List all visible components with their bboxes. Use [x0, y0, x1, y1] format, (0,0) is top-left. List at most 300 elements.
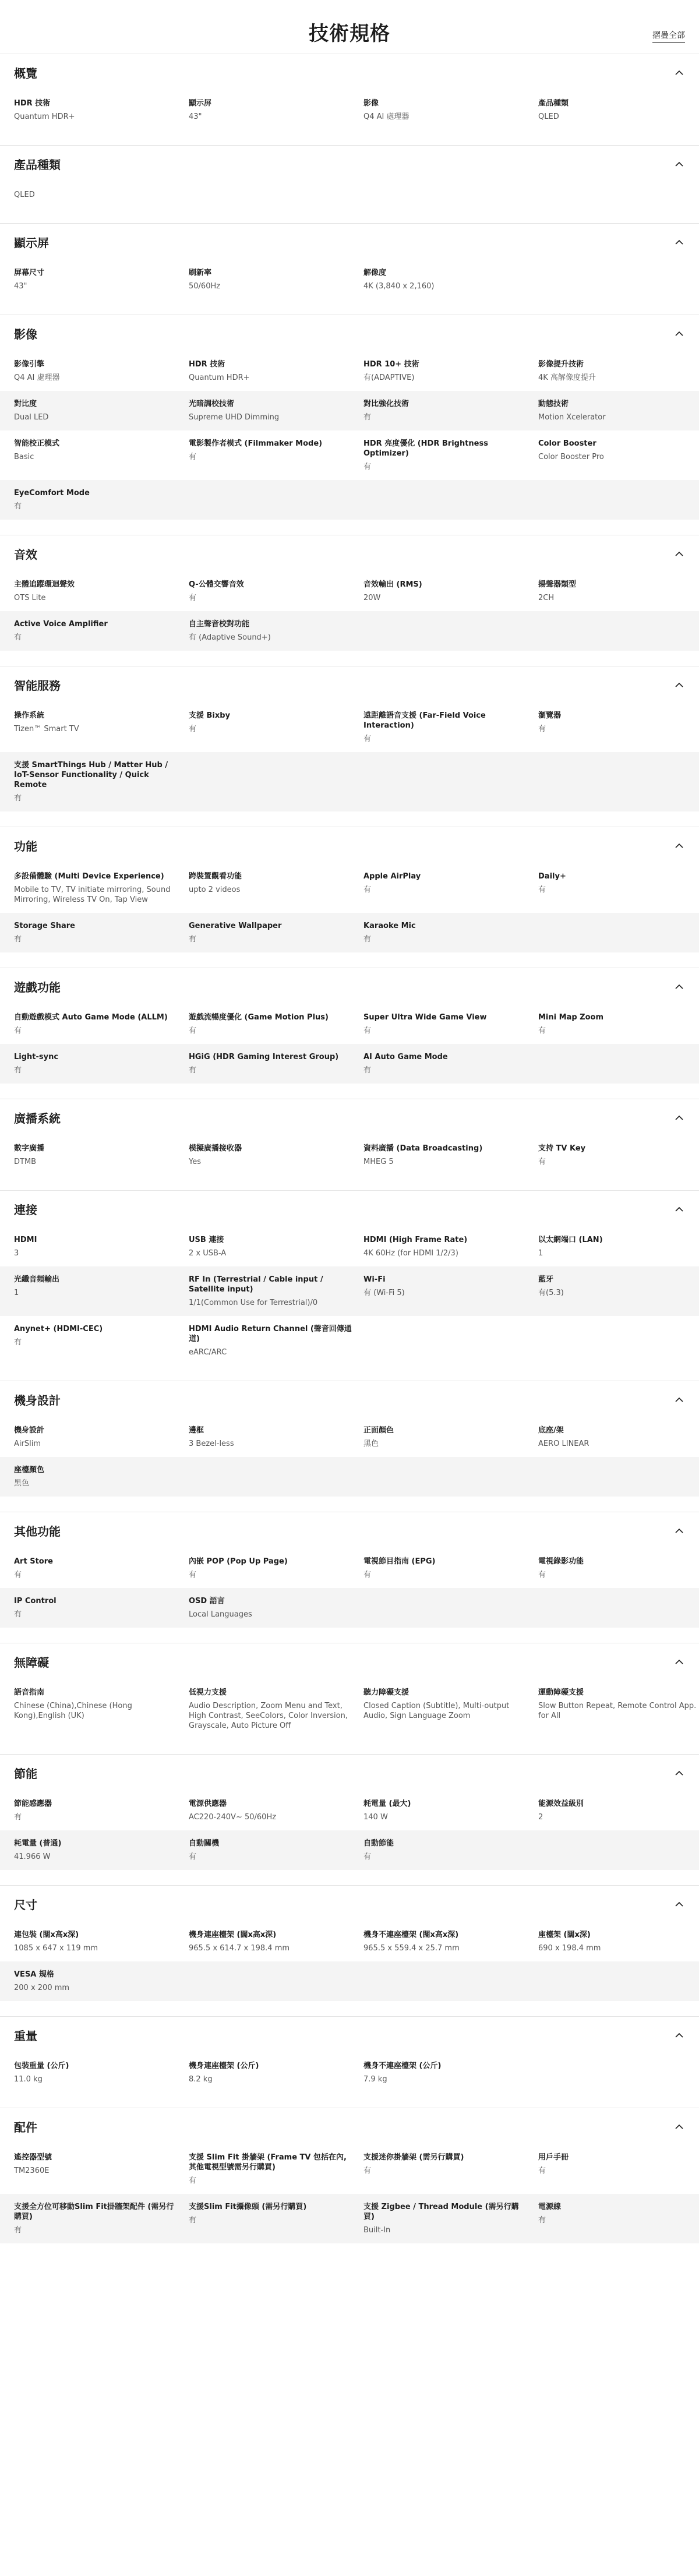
section-rows: [14, 90, 685, 145]
spec-item: [14, 1970, 189, 1993]
spec-item: [14, 2202, 189, 2235]
spec-value: 1: [14, 1289, 19, 1297]
spec-value: 4K 高解像度提升: [538, 373, 596, 382]
chevron-up-icon[interactable]: [675, 2122, 684, 2131]
spec-item: [189, 1324, 363, 1357]
spec-sections: [0, 54, 699, 2259]
spec-row: [14, 1135, 685, 1175]
spec-value: 有: [363, 463, 372, 471]
spec-row: [14, 182, 685, 208]
spec-item: [189, 98, 363, 122]
spec-label: Storage Share: [14, 922, 75, 930]
section-rows: [14, 1004, 685, 1099]
spec-row: [14, 1679, 697, 1739]
spec-value: 有: [14, 1610, 22, 1619]
chevron-up-icon[interactable]: [675, 549, 684, 558]
spec-item: [538, 1275, 699, 1308]
spec-label: 解像度: [363, 269, 387, 277]
spec-label: 揚聲器類型: [538, 580, 577, 589]
spec-item: [363, 711, 538, 744]
spec-label: 自動關機: [189, 1839, 220, 1848]
spec-section: [0, 1512, 699, 1643]
spec-value: Built-In: [363, 2226, 391, 2235]
spec-item: [189, 2152, 363, 2186]
section-title: 其他功能: [14, 1524, 61, 1538]
spec-label: AI Auto Game Mode: [363, 1053, 448, 1061]
spec-item: [14, 1324, 189, 1357]
spec-label: IP Control: [14, 1597, 57, 1605]
spec-item: [189, 711, 363, 744]
section-title: 連接: [14, 1202, 37, 1217]
section-header[interactable]: [14, 666, 685, 703]
spec-label: 刷新率: [189, 269, 212, 277]
spec-value: 有: [189, 453, 197, 461]
spec-label: 模擬廣播接收器: [189, 1144, 242, 1153]
spec-item: [538, 2152, 699, 2186]
spec-value: 有: [538, 1026, 546, 1035]
spec-label: 影像提升技術: [538, 360, 584, 369]
spec-section: [0, 535, 699, 666]
section-rows: [14, 1417, 685, 1512]
chevron-up-icon[interactable]: [675, 1204, 684, 1213]
chevron-up-icon[interactable]: [675, 1113, 684, 1122]
spec-row: [14, 1004, 685, 1044]
spec-value: 有: [363, 1571, 372, 1579]
spec-label: Anynet+ (HDMI-CEC): [14, 1325, 103, 1333]
spec-value: AERO LINEAR: [538, 1439, 589, 1448]
spec-label: 能源效益級別: [538, 1799, 584, 1808]
spec-label: 產品種類: [538, 99, 569, 108]
spec-item: [189, 1275, 363, 1308]
spec-item: [363, 1425, 538, 1449]
section-rows: [14, 260, 685, 315]
spec-value: 11.0 kg: [14, 2075, 43, 2084]
spec-item: [14, 1465, 189, 1488]
section-rows: [14, 571, 685, 666]
spec-row: [14, 1548, 685, 1588]
spec-value: 有: [14, 794, 22, 803]
spec-value: AC220-240V~ 50/60Hz: [189, 1813, 277, 1822]
section-header[interactable]: [14, 1755, 685, 1791]
spec-item: [189, 1557, 363, 1580]
spec-label: USB 連接: [189, 1236, 224, 1244]
section-header[interactable]: [14, 2108, 685, 2144]
spec-label: Super Ultra Wide Game View: [363, 1013, 487, 1022]
spec-section: [0, 1885, 699, 2016]
spec-value: Mobile to TV, TV initiate mirroring, Sound Mirroring, Wireless TV On, Tap View: [14, 885, 171, 904]
spec-row: [14, 1791, 685, 1830]
spec-value: 有: [363, 885, 372, 894]
spec-label: Generative Wallpaper: [189, 922, 282, 930]
section-title: 節能: [14, 1766, 37, 1781]
spec-item: [538, 439, 699, 472]
section-header[interactable]: [14, 1643, 685, 1679]
spec-row: [0, 1588, 699, 1628]
spec-section: [0, 54, 699, 145]
spec-item: [189, 921, 363, 944]
spec-label: HDR 技術: [189, 360, 225, 369]
section-title: 概覽: [14, 66, 37, 80]
spec-label: 電視錄影功能: [538, 1557, 584, 1566]
spec-label: 低視力支援: [189, 1688, 227, 1697]
chevron-up-icon[interactable]: [675, 680, 684, 689]
spec-label: 機身設計: [14, 1426, 45, 1435]
spec-row: [14, 1417, 685, 1457]
spec-item: [363, 268, 538, 291]
section-rows: [14, 2053, 685, 2108]
spec-value: Yes: [189, 1158, 201, 1166]
chevron-up-icon[interactable]: [675, 1899, 684, 1908]
spec-row: [14, 571, 685, 611]
spec-value: 有: [14, 2226, 22, 2235]
spec-label: Apple AirPlay: [363, 872, 421, 881]
spec-value: 4K (3,840 x 2,160): [363, 282, 435, 291]
section-rows: [14, 182, 685, 223]
spec-item: [363, 2061, 538, 2084]
spec-row: [0, 1457, 699, 1497]
section-header[interactable]: [14, 827, 685, 863]
spec-label: 顯示屏: [189, 99, 212, 108]
spec-value: 有(ADAPTIVE): [363, 373, 415, 382]
spec-label: 底座/架: [538, 1426, 564, 1435]
spec-item: [189, 2202, 363, 2235]
spec-item: [14, 1235, 189, 1258]
spec-item: [189, 1839, 363, 1862]
spec-value: 有: [538, 1158, 546, 1166]
section-rows: [14, 351, 685, 535]
spec-value: 有: [14, 935, 22, 944]
spec-label: 連包裝 (闊x高x深): [14, 1931, 79, 1939]
spec-label: HDMI (High Frame Rate): [363, 1236, 468, 1244]
spec-label: 邊框: [189, 1426, 204, 1435]
spec-label: 支援 SmartThings Hub / Matter Hub / IoT-Sensor Functionality / Quick Remote: [14, 761, 168, 789]
spec-item: [189, 1425, 363, 1449]
spec-value: 8.2 kg: [189, 2075, 213, 2084]
spec-label: 機身連座檯架 (公斤): [189, 2062, 259, 2070]
spec-label: 光暗調校技術: [189, 400, 235, 408]
spec-value: 有: [189, 1852, 197, 1861]
spec-item: [189, 619, 363, 643]
section-rows: [14, 1135, 685, 1190]
spec-label: Art Store: [14, 1557, 53, 1566]
section-title: 功能: [14, 839, 37, 853]
spec-label: 支援 Zigbee / Thread Module (需另行購買): [363, 2203, 519, 2221]
chevron-up-icon[interactable]: [675, 1395, 684, 1404]
spec-label: 瀏覽器: [538, 711, 562, 720]
spec-value: 有: [189, 2176, 197, 2185]
spec-section: [0, 1381, 699, 1512]
spec-label: Active Voice Amplifier: [14, 620, 108, 629]
section-rows: [14, 2144, 685, 2259]
spec-item: [363, 1275, 538, 1308]
spec-row: [14, 1316, 685, 1365]
spec-label: Daily+: [538, 872, 566, 881]
spec-row: [0, 391, 699, 430]
spec-item: [363, 439, 538, 472]
section-header[interactable]: [14, 1381, 685, 1417]
spec-label: 座檯顏色: [14, 1466, 45, 1474]
spec-value: 200 x 200 mm: [14, 1984, 70, 1992]
spec-label: 支援Slim Fit攝像頭 (需另行購買): [189, 2203, 307, 2211]
spec-value: 有: [14, 1026, 22, 1035]
spec-item: [363, 2202, 538, 2235]
spec-value: 有: [538, 725, 546, 733]
spec-label: 跨裝置觀看功能: [189, 872, 242, 881]
chevron-up-icon[interactable]: [675, 1768, 684, 1777]
section-header[interactable]: [14, 1099, 685, 1135]
chevron-up-icon[interactable]: [675, 982, 684, 991]
spec-item: [189, 1799, 363, 1822]
section-rows: [14, 1922, 685, 2016]
spec-item: [363, 1688, 538, 1731]
spec-label: 自動節能: [363, 1839, 394, 1848]
section-header[interactable]: [14, 968, 685, 1004]
spec-item: [14, 1839, 189, 1862]
section-header[interactable]: [14, 54, 685, 90]
spec-item: [538, 711, 699, 744]
spec-label: 座檯架 (闊x深): [538, 1931, 591, 1939]
spec-item: [14, 399, 189, 422]
section-title: 顯示屏: [14, 235, 49, 250]
spec-item: [538, 1930, 699, 1953]
spec-label: 遠距離語音支援 (Far-Field Voice Interaction): [363, 711, 486, 730]
spec-label: HDMI: [14, 1236, 37, 1244]
spec-section: [0, 827, 699, 968]
spec-row: [0, 2194, 699, 2243]
spec-label: Wi-Fi: [363, 1275, 386, 1284]
spec-item: [538, 1012, 699, 1036]
chevron-up-icon[interactable]: [675, 1526, 684, 1535]
spec-label: 支援全方位可移動Slim Fit掛牆架配件 (需另行購買): [14, 2203, 174, 2221]
section-header[interactable]: [14, 2017, 685, 2053]
spec-item: [189, 1596, 363, 1619]
spec-item: [538, 871, 699, 905]
spec-label: 機身不連座檯架 (公斤): [363, 2062, 442, 2070]
section-header[interactable]: [14, 1191, 685, 1227]
spec-item: [14, 1144, 189, 1167]
spec-item: [189, 268, 363, 291]
spec-row: [0, 1830, 699, 1870]
section-title: 廣播系統: [14, 1111, 61, 1125]
spec-value: 有: [363, 935, 372, 944]
section-title: 產品種類: [14, 157, 61, 172]
spec-row: [14, 703, 685, 752]
spec-label: 操作系統: [14, 711, 45, 720]
spec-label: Karaoke Mic: [363, 922, 416, 930]
spec-label: 對比強化技術: [363, 400, 409, 408]
spec-section: [0, 2108, 699, 2259]
spec-row: [14, 260, 685, 299]
spec-item: [189, 1235, 363, 1258]
spec-value: 有: [14, 1571, 22, 1579]
spec-item: [14, 190, 189, 200]
spec-row: [14, 351, 685, 391]
spec-item: [14, 1930, 189, 1953]
spec-label: 支援迷你掛牆架 (需另行購買): [363, 2153, 464, 2162]
spec-value: Quantum HDR+: [14, 112, 75, 121]
spec-value: 有: [14, 1338, 22, 1347]
chevron-up-icon[interactable]: [675, 841, 684, 850]
spec-value: TM2360E: [14, 2166, 50, 2175]
spec-value: 有: [189, 1066, 197, 1075]
spec-item: [14, 619, 189, 643]
spec-section: [0, 2016, 699, 2108]
spec-item: [14, 1275, 189, 1308]
spec-item: [14, 1052, 189, 1075]
spec-item: [189, 1688, 363, 1731]
spec-value: 有: [363, 1066, 372, 1075]
spec-value: upto 2 videos: [189, 885, 241, 894]
section-rows: [14, 703, 685, 827]
section-title: 影像: [14, 327, 37, 341]
spec-value: Audio Description, Zoom Menu and Text, High Contrast, SeeColors, Color Inversion, Grayscale, Auto Picture Off: [189, 1702, 348, 1730]
chevron-up-icon[interactable]: [675, 68, 684, 77]
spec-item: [14, 268, 189, 291]
spec-value: 有: [363, 1852, 372, 1861]
spec-item: [363, 1557, 538, 1580]
spec-section: [0, 1643, 699, 1754]
spec-label: 以太網端口 (LAN): [538, 1236, 603, 1244]
spec-item: [14, 580, 189, 603]
spec-value: QLED: [14, 190, 35, 199]
spec-value: 有: [538, 1571, 546, 1579]
spec-item: [189, 399, 363, 422]
collapse-all-link[interactable]: 摺疊全部: [652, 29, 685, 43]
section-header[interactable]: [14, 1886, 685, 1922]
spec-item: [14, 1425, 189, 1449]
spec-item: [538, 580, 699, 603]
spec-row: [0, 1266, 699, 1316]
spec-label: 耗電量 (最大): [363, 1799, 411, 1808]
spec-label: 遙控器型號: [14, 2153, 52, 2162]
spec-value: 965.5 x 614.7 x 198.4 mm: [189, 1944, 290, 1953]
spec-value: OTS Lite: [14, 594, 46, 602]
spec-value: 有: [14, 633, 22, 642]
chevron-up-icon[interactable]: [675, 329, 684, 338]
spec-value: 7.9 kg: [363, 2075, 387, 2084]
spec-item: [538, 1799, 699, 1822]
spec-value: 有: [14, 502, 22, 511]
spec-section: [0, 223, 699, 315]
page-title: 技術規格: [309, 22, 390, 45]
spec-value: Tizen™ Smart TV: [14, 725, 79, 733]
spec-label: 影像: [363, 99, 379, 108]
spec-value: 有 (Adaptive Sound+): [189, 633, 271, 642]
spec-value: AirSlim: [14, 1439, 41, 1448]
spec-value: 有: [363, 413, 372, 422]
spec-value: 有: [189, 1571, 197, 1579]
spec-item: [14, 98, 189, 122]
spec-section: [0, 1190, 699, 1381]
section-header[interactable]: [14, 315, 685, 351]
spec-row: [14, 863, 685, 913]
spec-value: 1085 x 647 x 119 mm: [14, 1944, 98, 1953]
spec-value: Dual LED: [14, 413, 49, 422]
spec-item: [363, 1235, 538, 1258]
spec-value: 20W: [363, 594, 381, 602]
spec-item: [538, 1557, 699, 1580]
spec-item: [538, 1425, 699, 1449]
spec-item: [538, 98, 699, 122]
spec-section: [0, 145, 699, 223]
spec-value: 有: [189, 2216, 197, 2225]
spec-label: 機身不連座檯架 (闊x高x深): [363, 1931, 459, 1939]
spec-value: 有(5.3): [538, 1289, 564, 1297]
spec-value: 3: [14, 1249, 19, 1258]
spec-value: 有 (Wi-Fi 5): [363, 1289, 405, 1297]
spec-row: [14, 430, 685, 480]
spec-item: [14, 871, 189, 905]
spec-item: [14, 1799, 189, 1822]
spec-row: [0, 1961, 699, 2001]
spec-item: [363, 1052, 538, 1075]
spec-row: [0, 913, 699, 952]
section-rows: [14, 1791, 685, 1885]
spec-label: 自主聲音校對功能: [189, 620, 250, 629]
spec-value: 有: [189, 594, 197, 602]
spec-item: [363, 580, 538, 603]
spec-item: [189, 1930, 363, 1953]
spec-label: HDMI Audio Return Channel (聲音回傳通道): [189, 1325, 352, 1343]
chevron-up-icon[interactable]: [675, 159, 684, 168]
spec-item: [189, 580, 363, 603]
spec-item: [14, 2152, 189, 2186]
spec-value: 有: [538, 2166, 546, 2175]
spec-row: [0, 480, 699, 520]
chevron-up-icon[interactable]: [675, 237, 684, 246]
section-rows: [14, 863, 685, 968]
spec-label: 耗電量 (普通): [14, 1839, 62, 1848]
section-title: 音效: [14, 547, 37, 562]
spec-label: 機身連座檯架 (闊x高x深): [189, 1931, 277, 1939]
spec-item: [538, 359, 699, 383]
spec-row: [14, 2053, 685, 2092]
spec-label: 藍牙: [538, 1275, 554, 1284]
spec-section: [0, 1099, 699, 1190]
section-header[interactable]: [14, 1512, 685, 1548]
spec-value: 2CH: [538, 594, 555, 602]
chevron-up-icon[interactable]: [675, 1657, 684, 1666]
spec-item: [538, 2202, 699, 2235]
spec-item: [538, 1235, 699, 1258]
section-header[interactable]: [14, 146, 685, 182]
section-header[interactable]: [14, 224, 685, 260]
spec-label: 支持 TV Key: [538, 1144, 586, 1153]
section-title: 機身設計: [14, 1393, 61, 1407]
spec-value: Q4 AI 處理器: [14, 373, 60, 382]
chevron-up-icon[interactable]: [675, 2030, 684, 2039]
section-header[interactable]: [14, 535, 685, 571]
spec-item: [14, 439, 189, 472]
spec-item: [538, 1144, 699, 1167]
spec-row: [0, 752, 699, 811]
spec-item: [189, 2061, 363, 2084]
spec-label: 動態技術: [538, 400, 569, 408]
spec-label: 支援 Bixby: [189, 711, 231, 720]
spec-label: 語音指南: [14, 1688, 45, 1697]
spec-item: [363, 1930, 538, 1953]
spec-item: [363, 98, 538, 122]
spec-label: 電源供應器: [189, 1799, 227, 1808]
spec-item: [14, 1557, 189, 1580]
spec-value: Supreme UHD Dimming: [189, 413, 280, 422]
spec-value: 43": [189, 112, 202, 121]
spec-value: 有: [189, 725, 197, 733]
spec-label: VESA 規格: [14, 1970, 54, 1979]
section-title: 尺寸: [14, 1897, 37, 1912]
spec-value: Chinese (China),Chinese (Hong Kong),English (UK): [14, 1702, 132, 1720]
spec-value: 3 Bezel-less: [189, 1439, 234, 1448]
